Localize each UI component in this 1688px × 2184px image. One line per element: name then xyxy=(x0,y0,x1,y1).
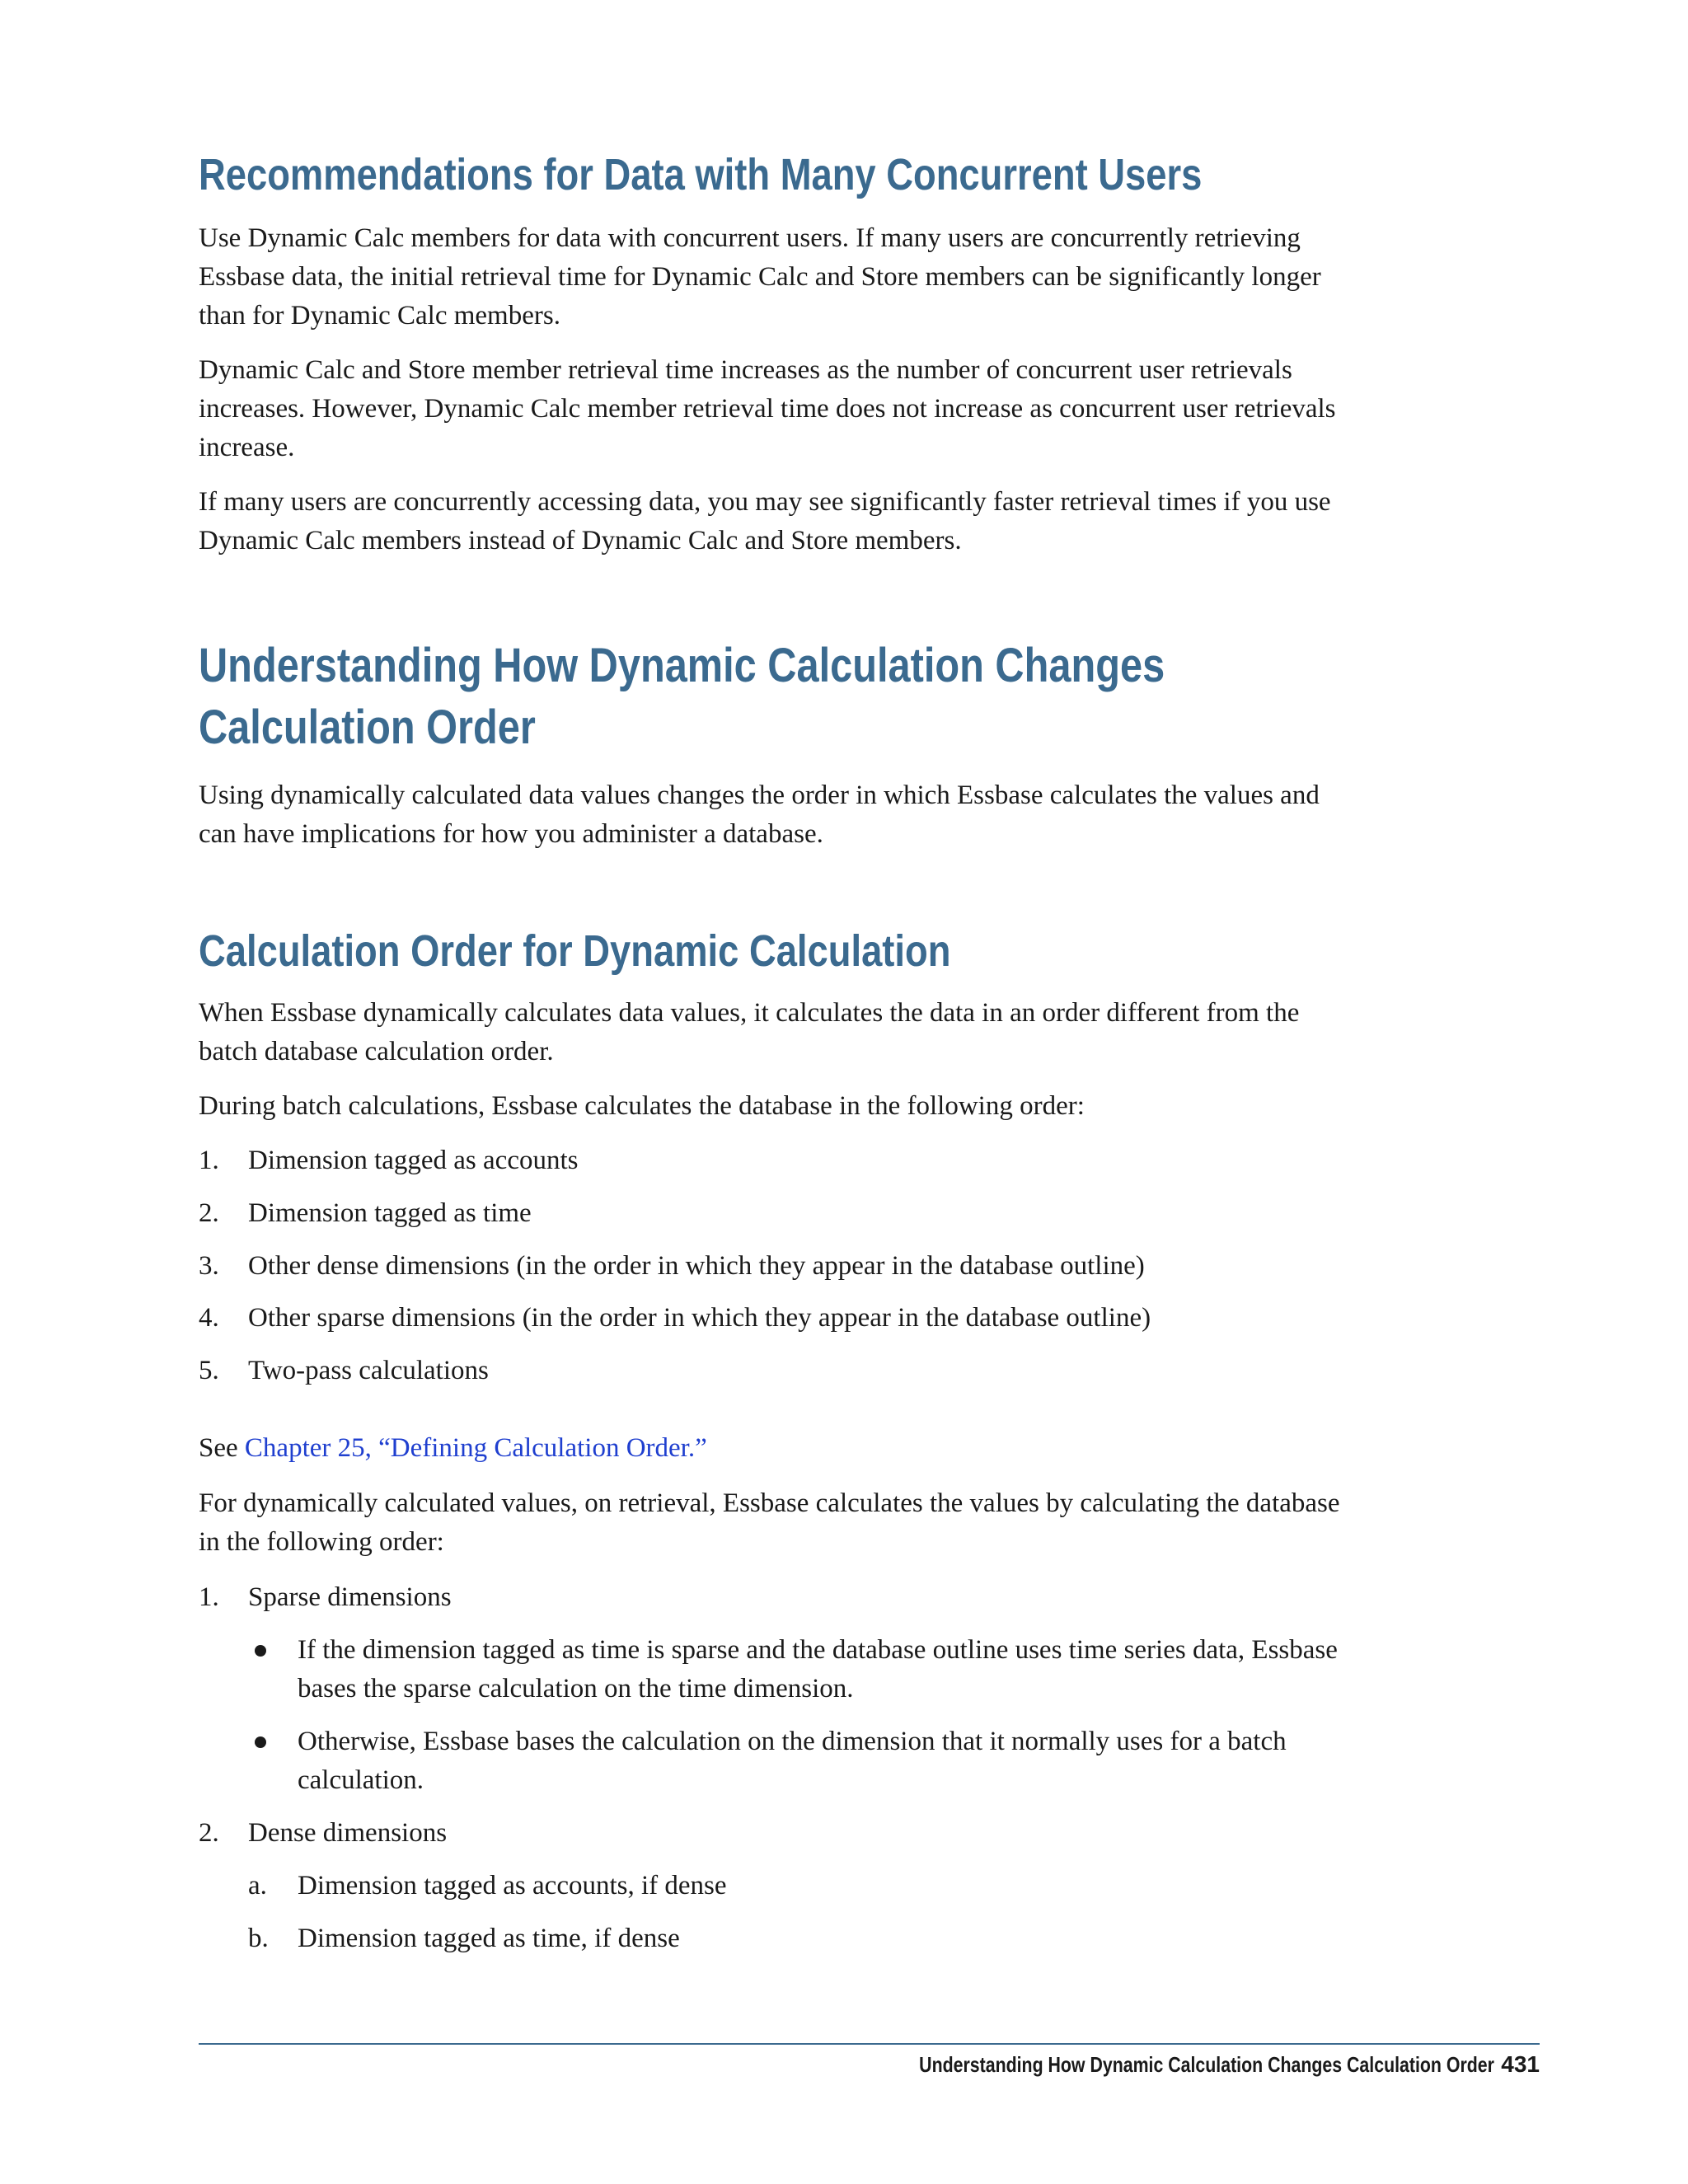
paragraph-dynamic-intro: For dynamically calculated values, on retrieval, Essbase calculates the values by calculating the database in the following order: xyxy=(199,1488,1340,1557)
list-marker: 4. xyxy=(199,1303,219,1333)
list-item-text: Sparse dimensions xyxy=(248,1582,452,1612)
paragraph-concurrent-3: If many users are concurrently accessing data, you may see significantly faster retrieval times if you use Dynamic Calc members instead of Dynamic Calc and Store members. xyxy=(199,487,1331,555)
chapter-25-link[interactable]: Chapter 25, “Defining Calculation Order.” xyxy=(244,1433,707,1463)
paragraph-batch-intro: During batch calculations, Essbase calculates the database in the following order: xyxy=(199,1091,1085,1121)
bullet-item-text: Otherwise, Essbase bases the calculation on the dimension that it normally uses for a batch calculation. xyxy=(298,1727,1287,1795)
list-marker: 3. xyxy=(199,1251,219,1281)
page-footer xyxy=(793,2050,1540,2079)
list-item-text: Dimension tagged as accounts xyxy=(248,1146,579,1175)
list-marker: 1. xyxy=(199,1582,219,1612)
see-prefix: See xyxy=(199,1433,245,1463)
sub-list-marker: a. xyxy=(248,1871,267,1900)
list-marker: 2. xyxy=(199,1198,219,1228)
see-reference xyxy=(199,1429,1353,1468)
sub-list-item-text: Dimension tagged as time, if dense xyxy=(298,1924,680,1953)
list-item-text: Dense dimensions xyxy=(248,1818,448,1848)
list-item-text: Other sparse dimensions (in the order in which they appear in the database outline) xyxy=(248,1303,1151,1333)
paragraph-understanding: Using dynamically calculated data values changes the order in which Essbase calculates the values and can have implications for how you administer a database. xyxy=(199,780,1320,849)
sub-list-marker: b. xyxy=(248,1924,269,1953)
bullet-item xyxy=(248,1631,1353,1708)
sub-list-item-text: Dimension tagged as accounts, if dense xyxy=(298,1871,727,1900)
list-item-text: Dimension tagged as time xyxy=(248,1198,532,1228)
footer-rule xyxy=(199,2043,1540,2045)
footer-title: Understanding How Dynamic Calculation Changes Calculation Order xyxy=(919,2052,1495,2077)
list-marker: 5. xyxy=(199,1356,219,1385)
section-heading-understanding-line2: Calculation Order xyxy=(199,701,536,754)
list-marker: 1. xyxy=(199,1146,219,1175)
paragraph-concurrent-1: Use Dynamic Calc members for data with concurrent users. If many users are concurrently retrieving Essbase data, the initial retrieval time for Dynamic Calc and Store members can be significantly longer than for Dynamic Calc members. xyxy=(199,223,1321,330)
paragraph-concurrent-2: Dynamic Calc and Store member retrieval time increases as the number of concurrent user retrievals increases. However, Dynamic Calc member retrieval time does not increase as concurrent user retrievals increase. xyxy=(199,355,1336,462)
bullet-item-text: If the dimension tagged as time is sparse and the database outline uses time series data, Essbase bases the sparse calculation on the time dimension. xyxy=(298,1635,1338,1704)
bullet-item xyxy=(248,1722,1353,1800)
list-marker: 2. xyxy=(199,1818,219,1848)
bullet-icon xyxy=(255,1645,266,1657)
section-heading-calc-order: Calculation Order for Dynamic Calculation xyxy=(199,926,951,976)
paragraph-calc-order-intro: When Essbase dynamically calculates data values, it calculates the data in an order different from the batch database calculation order. xyxy=(199,998,1300,1066)
bullet-icon xyxy=(255,1736,266,1748)
section-heading-understanding-line1: Understanding How Dynamic Calculation Changes xyxy=(199,639,1165,692)
list-item-text: Other dense dimensions (in the order in which they appear in the database outline) xyxy=(248,1251,1145,1281)
section-heading-concurrent-users: Recommendations for Data with Many Concurrent Users xyxy=(199,150,1203,199)
page-number: 431 xyxy=(1501,2051,1540,2077)
list-item-text: Two-pass calculations xyxy=(248,1356,489,1385)
